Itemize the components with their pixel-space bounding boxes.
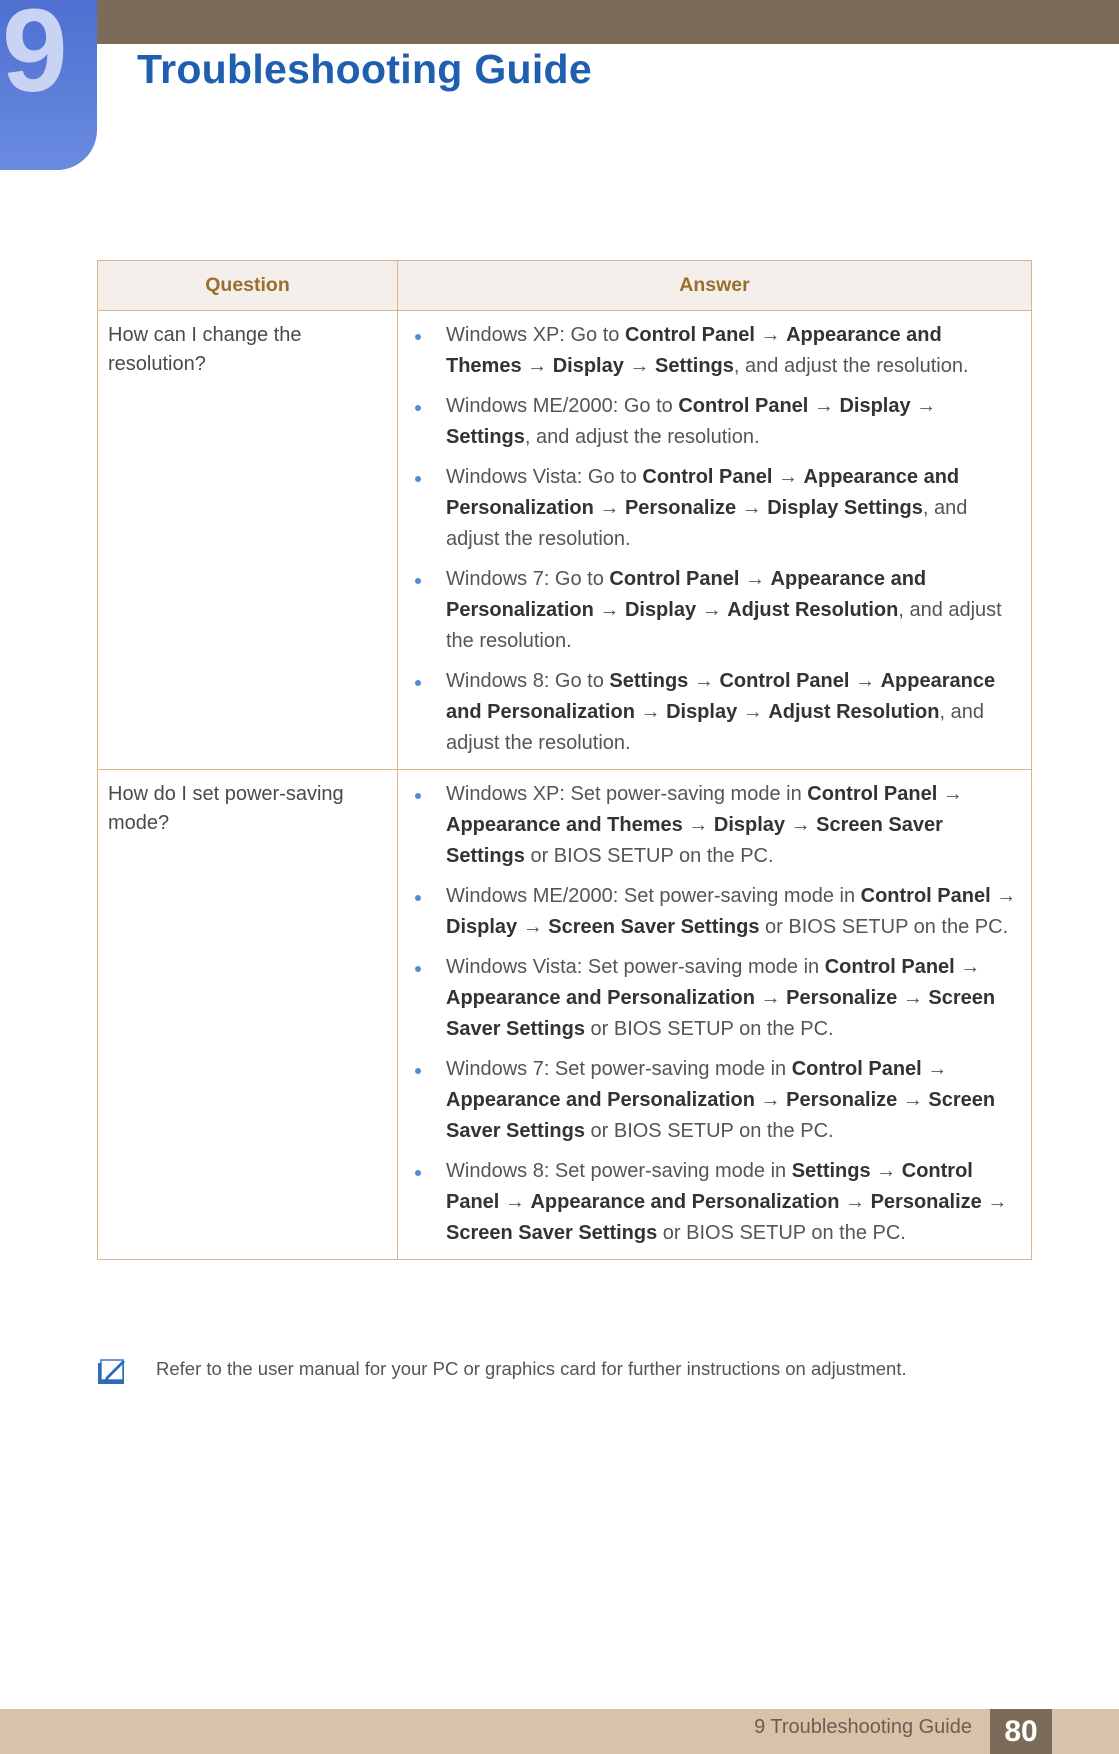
menu-path-term: Adjust Resolution	[768, 701, 940, 723]
answer-text: Windows 8: Go to	[446, 670, 610, 692]
menu-path-term: Appearance and Personalization	[446, 568, 927, 621]
answer-text: →	[754, 324, 787, 346]
menu-path-term: Display Settings	[767, 497, 923, 519]
menu-path-term: Settings	[791, 1160, 871, 1182]
qa-table	[97, 260, 1032, 1260]
bullet-icon	[415, 405, 421, 411]
answer-text: →	[990, 885, 1017, 907]
menu-path-term: Control Panel	[807, 783, 938, 805]
list-item	[408, 1156, 1017, 1249]
answer-text: →	[593, 599, 625, 621]
answer-text: , and adjust the resolution.	[524, 426, 760, 448]
menu-path-term: Control Panel	[446, 1160, 973, 1213]
menu-path-term: Control Panel	[678, 395, 809, 417]
menu-path-term: Personalize	[786, 1089, 898, 1111]
table-row	[98, 311, 1032, 770]
menu-path-term: Screen Saver Settings	[446, 1089, 996, 1142]
answer-text: →	[897, 987, 929, 1009]
list-item	[408, 779, 1017, 872]
answer-text: →	[682, 814, 714, 836]
list-item	[408, 952, 1017, 1045]
answer-text: →	[785, 814, 817, 836]
list-item	[408, 320, 1017, 382]
answer-text: →	[739, 568, 771, 590]
menu-path-term: Display	[713, 814, 786, 836]
question-cell: How can I change the resolution?	[98, 311, 398, 770]
answer-text: , and adjust the resolution.	[446, 599, 1002, 652]
column-header-answer: Answer	[398, 261, 1032, 311]
answer-text: →	[517, 916, 549, 938]
answer-text: →	[754, 987, 787, 1009]
table-header-row	[98, 261, 1032, 311]
answer-text: →	[839, 1191, 871, 1213]
bullet-icon	[415, 1170, 421, 1176]
answer-text: Windows XP: Go to	[446, 324, 625, 346]
answer-text: →	[808, 395, 840, 417]
menu-path-term: Control Panel	[791, 1058, 922, 1080]
menu-path-term: Appearance and Personalization	[446, 987, 755, 1009]
answer-cell	[398, 311, 1032, 770]
answer-text: →	[981, 1191, 1008, 1213]
menu-path-term: Control Panel	[642, 466, 773, 488]
answer-text: →	[870, 1160, 902, 1182]
note	[97, 1356, 1031, 1390]
answer-text: →	[634, 701, 667, 723]
answer-cell	[398, 770, 1032, 1260]
list-item	[408, 564, 1017, 657]
menu-path-term: Appearance and Personalization	[446, 1089, 755, 1111]
answer-text: Windows ME/2000: Go to	[446, 395, 679, 417]
chapter-tab	[0, 0, 97, 170]
list-item	[408, 462, 1017, 555]
table-row	[98, 770, 1032, 1260]
menu-path-term: Control Panel	[824, 956, 955, 978]
question-cell: How do I set power-saving mode?	[98, 770, 398, 1260]
list-item	[408, 1054, 1017, 1147]
top-header-bar	[0, 0, 1119, 44]
bullet-icon	[415, 334, 421, 340]
answer-text: or BIOS SETUP on the PC.	[584, 1120, 834, 1142]
answer-text: , and adjust the resolution.	[446, 701, 984, 754]
page-title: Troubleshooting Guide	[137, 46, 592, 92]
answer-text: Windows Vista: Set power-saving mode in	[446, 956, 825, 978]
answer-text: →	[736, 497, 768, 519]
menu-path-term: Appearance and Themes	[446, 324, 942, 377]
answer-text: Windows XP: Set power-saving mode in	[446, 783, 808, 805]
menu-path-term: Settings	[655, 355, 734, 377]
list-item	[408, 881, 1017, 943]
answer-text: →	[754, 1089, 787, 1111]
menu-path-term: Display	[624, 599, 697, 621]
answer-text: →	[499, 1191, 531, 1213]
menu-path-term: Appearance and Personalization	[446, 670, 996, 723]
menu-path-term: Screen Saver Settings	[446, 1222, 658, 1244]
bullet-icon	[415, 1068, 421, 1074]
answer-list	[408, 320, 1017, 759]
note-text: Refer to the user manual for your PC or graphics card for further instructions on adjustment.	[156, 1358, 907, 1379]
menu-path-term: Display	[552, 355, 624, 377]
menu-path-term: Display	[666, 701, 738, 723]
footer-label: 9 Troubleshooting Guide	[754, 1716, 972, 1738]
menu-path-term: Display	[839, 395, 911, 417]
chapter-number: 9	[2, 0, 68, 117]
bullet-icon	[415, 895, 421, 901]
menu-path-term: Control Panel	[609, 568, 740, 590]
answer-text: →	[593, 497, 625, 519]
menu-path-term: Screen Saver Settings	[446, 987, 996, 1040]
answer-text: Windows ME/2000: Set power-saving mode in	[446, 885, 861, 907]
list-item	[408, 391, 1017, 453]
list-item	[408, 666, 1017, 759]
answer-text: Windows 7: Set power-saving mode in	[446, 1058, 792, 1080]
menu-path-term: Appearance and Personalization	[530, 1191, 840, 1213]
answer-text: , and adjust the resolution.	[733, 355, 969, 377]
answer-text: Windows 8: Set power-saving mode in	[446, 1160, 792, 1182]
menu-path-term: Settings	[609, 670, 689, 692]
answer-text: →	[897, 1089, 929, 1111]
menu-path-term: Control Panel	[860, 885, 991, 907]
answer-text: →	[623, 355, 655, 377]
menu-path-term: Personalize	[870, 1191, 982, 1213]
answer-text: →	[772, 466, 804, 488]
answer-text: →	[521, 355, 553, 377]
bullet-icon	[415, 793, 421, 799]
answer-text: Windows Vista: Go to	[446, 466, 643, 488]
menu-path-term: Appearance and Themes	[446, 814, 683, 836]
answer-text: →	[937, 783, 963, 805]
answer-text: Windows 7: Go to	[446, 568, 610, 590]
answer-text: →	[921, 1058, 948, 1080]
menu-path-term: Display	[446, 916, 518, 938]
answer-text: or BIOS SETUP on the PC.	[759, 916, 1009, 938]
answer-text: →	[737, 701, 769, 723]
answer-list	[408, 779, 1017, 1249]
note-pencil-icon	[97, 1356, 127, 1386]
menu-path-term: Personalize	[786, 987, 898, 1009]
menu-path-term: Control Panel	[719, 670, 850, 692]
answer-text: or BIOS SETUP on the PC.	[524, 845, 774, 867]
bullet-icon	[415, 680, 421, 686]
answer-text: or BIOS SETUP on the PC.	[657, 1222, 906, 1244]
bullet-icon	[415, 966, 421, 972]
bullet-icon	[415, 476, 421, 482]
answer-text: →	[696, 599, 728, 621]
menu-path-term: Screen Saver Settings	[446, 814, 943, 867]
bullet-icon	[415, 578, 421, 584]
answer-text: →	[954, 956, 981, 978]
menu-path-term: Screen Saver Settings	[548, 916, 760, 938]
answer-text: or BIOS SETUP on the PC.	[584, 1018, 834, 1040]
menu-path-term: Control Panel	[624, 324, 755, 346]
answer-text: →	[688, 670, 720, 692]
answer-text: →	[910, 395, 937, 417]
menu-path-term: Adjust Resolution	[727, 599, 899, 621]
menu-path-term: Personalize	[624, 497, 737, 519]
column-header-question: Question	[98, 261, 398, 311]
answer-text: →	[849, 670, 881, 692]
page-number: 80	[990, 1709, 1052, 1754]
menu-path-term: Settings	[446, 426, 525, 448]
answer-text: , and adjust the resolution.	[446, 497, 968, 550]
menu-path-term: Appearance and Personalization	[446, 466, 960, 519]
